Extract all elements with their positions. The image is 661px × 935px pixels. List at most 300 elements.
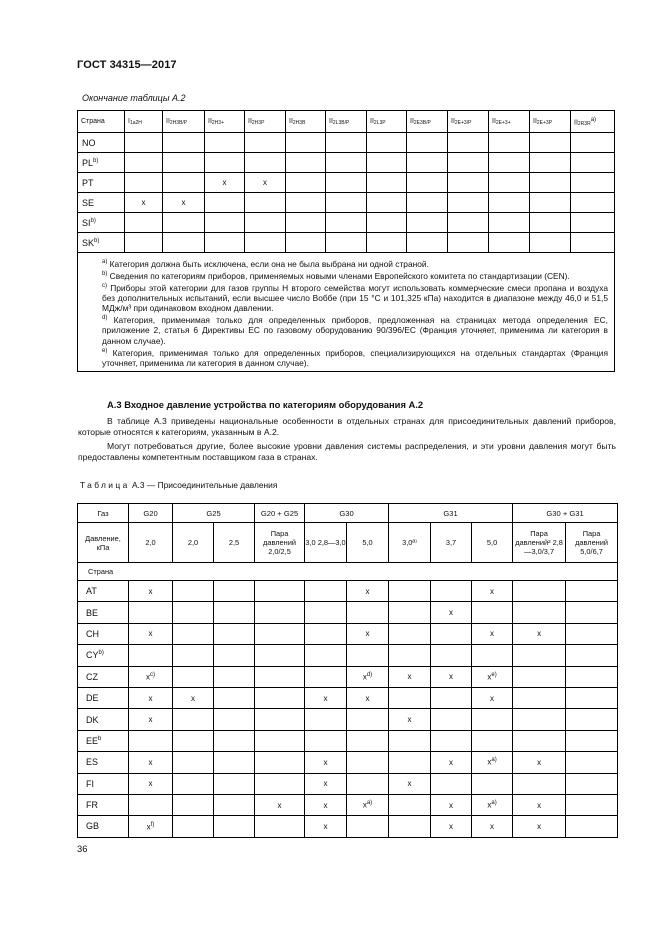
table-cell (389, 602, 431, 623)
table-a2 (77, 110, 615, 372)
table-cell (173, 645, 214, 666)
pressure-value: 2,0 (129, 523, 173, 563)
category-subscript: 2R3R (577, 121, 591, 128)
table-cell: x (163, 193, 205, 213)
country-cell: BE (78, 602, 129, 623)
gas-header: G20 + G25 (255, 504, 305, 523)
pressure-value: 5,0 (472, 523, 513, 563)
table-row (78, 173, 615, 193)
table-cell: x (513, 623, 566, 644)
table-cell (255, 816, 305, 837)
notes-row (78, 253, 615, 372)
table-cell (489, 233, 530, 253)
table-cell: $x^{a)}$ (472, 794, 513, 815)
table-cell: x (125, 193, 163, 213)
table-cell (163, 173, 205, 193)
table-a3-title (80, 480, 277, 490)
category-subscript: 2E+3/P (454, 120, 472, 126)
table-cell (305, 730, 347, 751)
footnote: $^{b)}$ Сведения по категориям приборов, применяемых новыми членами Европейского комитета по стандартизации (CEN). (102, 270, 570, 281)
table-cell (245, 153, 286, 173)
table-cell (129, 794, 173, 815)
footnote-mark: c) (102, 283, 107, 289)
table-cell: x (389, 666, 431, 687)
footnote: $^{d)}$ Категория, применимая только для определенных приборов, предложенная на страницах метода определения ЕС, приложение 2, статья 6 Директивы ЕС по газовому оборудованию 90/396/ЕС (Франция уточняет, применима ли категория в данном случае). (102, 315, 608, 346)
table-cell (205, 193, 245, 213)
footnote-mark: a) (590, 116, 597, 123)
table-cell (530, 193, 571, 213)
table-cell (125, 133, 163, 153)
table-cell: $x^{a)}$ (472, 752, 513, 773)
table-cell: $x^{a)}$ (347, 794, 389, 815)
table-cell: $x^{f)}$ (129, 816, 173, 837)
table-cell (305, 623, 347, 644)
pressure-value: Пара давлений 2,0/2,5 (255, 523, 305, 563)
table-cell (448, 173, 489, 193)
table-cell (407, 133, 448, 153)
column-header-category: II2L3B/P (326, 111, 367, 133)
table-cell: x (472, 687, 513, 708)
table-cell (125, 173, 163, 193)
table-cell: x (513, 752, 566, 773)
category-subscript: 2L3P (373, 120, 386, 126)
country-cell: SE (78, 193, 125, 213)
table-cell (255, 730, 305, 751)
category-subscript: 2E3B/P (413, 120, 431, 126)
pressure-value: Пара давлений² 2,8—3,0/3,7 (513, 523, 566, 563)
table-cell (347, 709, 389, 730)
category-subscript: 2E+3+ (495, 120, 511, 126)
country-cell: FI (78, 773, 129, 794)
table-row (78, 233, 615, 253)
footnote-mark: b (98, 735, 102, 742)
table-row (78, 153, 615, 173)
table-cell (305, 709, 347, 730)
table-cell (255, 709, 305, 730)
gas-label: Газ (78, 504, 129, 523)
table-cell (255, 581, 305, 602)
table-cell (431, 709, 472, 730)
table-cell (571, 173, 615, 193)
table-cell: x (347, 581, 389, 602)
table-row (78, 794, 618, 815)
category-subscript: 1a2H (129, 120, 142, 126)
table-cell (530, 173, 571, 193)
table-cell (245, 193, 286, 213)
table-cell: x (389, 709, 431, 730)
table-row (78, 752, 618, 773)
table-cell (125, 213, 163, 233)
table-cell (489, 153, 530, 173)
country-cell: PT (78, 173, 125, 193)
column-header-category: II2E+3+ (489, 111, 530, 133)
table-cell (214, 581, 255, 602)
table-cell: x (129, 687, 173, 708)
table-cell: x (205, 173, 245, 193)
category-subscript: 2H3P (251, 120, 265, 126)
table-cell (571, 153, 615, 173)
table-cell (431, 581, 472, 602)
column-header-category: II2E3B/P (407, 111, 448, 133)
table-cell (214, 666, 255, 687)
table-cell (255, 645, 305, 666)
table-cell (255, 752, 305, 773)
column-header-category: II2L3P (367, 111, 407, 133)
table-cell: x (129, 623, 173, 644)
table-cell (255, 623, 305, 644)
table-cell (431, 687, 472, 708)
country-cell: $EE^b$ (78, 730, 129, 751)
table-cell (163, 153, 205, 173)
table-cell (448, 133, 489, 153)
table-cell (305, 645, 347, 666)
table-cell (245, 133, 286, 153)
table-cell (214, 794, 255, 815)
table-cell (513, 730, 566, 751)
table-cell (566, 752, 618, 773)
column-header-category: I1a2H (125, 111, 163, 133)
footnote: $^{e)}$ Категория, применимая только для определенных приборов, специализирующихся на отдельных стандартах (Франция уточняет, применима ли категория в данном случае). (102, 347, 608, 368)
gas-header-row (78, 504, 618, 523)
table-cell (163, 213, 205, 233)
table-cell: x (305, 752, 347, 773)
table-cell: x (431, 602, 472, 623)
pressure-value: 2,0 (173, 523, 214, 563)
table-cell (255, 666, 305, 687)
table-cell: x (129, 581, 173, 602)
table-cell (431, 645, 472, 666)
table-cell: x (347, 687, 389, 708)
table-row (78, 133, 615, 153)
table-continuation-title: Окончание таблицы А.2 (82, 93, 186, 103)
country-cell: DK (78, 709, 129, 730)
table-cell: x (305, 816, 347, 837)
document-code: ГОСТ 34315—2017 (77, 59, 177, 71)
table-cell (407, 173, 448, 193)
table-cell (472, 645, 513, 666)
table-cell (163, 133, 205, 153)
table-cell: x (431, 666, 472, 687)
table-cell (566, 773, 618, 794)
country-cell: CH (78, 623, 129, 644)
table-row (78, 623, 618, 644)
table-cell (389, 816, 431, 837)
table-cell: x (472, 816, 513, 837)
footnote-mark: a) (491, 800, 497, 807)
table-cell (173, 773, 214, 794)
pressure-value: 3,0ª⁾ (389, 523, 431, 563)
table-cell (326, 173, 367, 193)
table-cell (347, 730, 389, 751)
table-cell (407, 153, 448, 173)
table-cell (513, 687, 566, 708)
country-label: Страна (78, 563, 618, 581)
table-cell: x (472, 581, 513, 602)
table-cell (513, 581, 566, 602)
table-cell (530, 213, 571, 233)
country-cell: CY$^{b)}$ (78, 645, 129, 666)
pressure-value: 3,0 2,8—3,0 (305, 523, 347, 563)
table-cell (305, 581, 347, 602)
footnote-mark: b) (90, 217, 96, 224)
table-cell (205, 213, 245, 233)
footnote: $^{a)}$ Категория должна быть исключена, если она не была выбрана ни одной страной. (102, 258, 429, 269)
table-cell (173, 666, 214, 687)
table-cell: x (431, 752, 472, 773)
table-cell (173, 816, 214, 837)
table-cell (347, 602, 389, 623)
section-title: А.3 Входное давление устройства по категориям оборудования А.2 (107, 399, 424, 410)
table-cell (326, 133, 367, 153)
table-cell (489, 213, 530, 233)
table-notes (78, 253, 615, 372)
category-subscript: 2L3B/P (332, 120, 350, 126)
table-cell (173, 623, 214, 644)
footnote-mark: b) (102, 271, 108, 277)
table-cell (367, 193, 407, 213)
footnote-mark: c) (150, 671, 155, 678)
footnote-mark: a) (102, 259, 108, 265)
table-cell (367, 133, 407, 153)
country-cell: FR (78, 794, 129, 815)
table-row (78, 602, 618, 623)
table-cell (571, 213, 615, 233)
table-cell (347, 645, 389, 666)
table-cell: x (305, 773, 347, 794)
table-cell (173, 730, 214, 751)
footnote-mark: a) (366, 800, 373, 807)
table-cell (448, 233, 489, 253)
footnote-mark: d) (366, 671, 373, 678)
pressure-value: Пара давлений 5,0/6,7 (566, 523, 618, 563)
table-row (78, 645, 618, 666)
table-cell (431, 623, 472, 644)
paragraph: В таблице А.3 приведены национальные особенности в отдельных странах для присоединительных давлений приборов, которые относятся к категориям, указанным в А.2. (78, 416, 616, 438)
table-cell (513, 645, 566, 666)
table-cell (407, 233, 448, 253)
column-header-category: II2E+3/P (448, 111, 489, 133)
table-cell (571, 133, 615, 153)
country-cell: SI$^{b)}$ (78, 213, 125, 233)
table-cell: x (129, 709, 173, 730)
table-cell (326, 233, 367, 253)
table-cell (472, 773, 513, 794)
table-cell (214, 709, 255, 730)
table-cell: $x^{d)}$ (347, 666, 389, 687)
footnote: $^{c)}$ Приборы этой категории для газов группы H второго семейства могут использовать коммерческие смеси пропана и воздуха без дополнительных испытаний, если высшее число Воббе (при 15 °С и 101,325 кПа) находится в диапазоне между 46,0 и 51,5 МДж/м³ при одинаковом входном давлении. (102, 282, 608, 314)
table-cell (513, 602, 566, 623)
table-cell (367, 233, 407, 253)
table-cell (566, 666, 618, 687)
country-cell: CZ (78, 666, 129, 687)
gas-header: G30 + G31 (513, 504, 618, 523)
table-cell (566, 602, 618, 623)
column-header-category: II2E+3P (530, 111, 571, 133)
table-cell (566, 645, 618, 666)
table-cell (489, 193, 530, 213)
table-cell (125, 153, 163, 173)
table-cell: x (305, 794, 347, 815)
footnote-mark: e) (102, 347, 108, 354)
table-cell (286, 133, 326, 153)
table-cell (245, 233, 286, 253)
table-cell: x (129, 752, 173, 773)
table-cell: x (389, 773, 431, 794)
footnote-mark: e) (491, 671, 497, 678)
table-cell (214, 730, 255, 751)
footnote-mark: b) (94, 237, 100, 244)
country-cell: ES (78, 752, 129, 773)
page-number: 36 (77, 843, 88, 854)
column-header-category: II2H3+ (205, 111, 245, 133)
table-cell: x (245, 173, 286, 193)
table-cell (205, 153, 245, 173)
table-cell (173, 794, 214, 815)
table-cell (214, 602, 255, 623)
table-row (78, 213, 615, 233)
table-cell (530, 153, 571, 173)
table-cell (367, 153, 407, 173)
table-a3 (77, 503, 618, 838)
pressure-label: Давление, кПа (78, 523, 129, 563)
table-cell (389, 687, 431, 708)
table-row (78, 687, 618, 708)
table-cell (214, 687, 255, 708)
table-cell: x (513, 794, 566, 815)
table-cell (245, 213, 286, 233)
gas-header: G31 (389, 504, 513, 523)
table-cell (286, 173, 326, 193)
table-cell (326, 193, 367, 213)
table-cell (173, 602, 214, 623)
table-cell (214, 773, 255, 794)
table-cell (326, 153, 367, 173)
pressure-header-row (78, 523, 618, 563)
table-cell (255, 773, 305, 794)
footnote-mark: b) (93, 157, 99, 164)
table-cell (566, 794, 618, 815)
table-cell: x (129, 773, 173, 794)
table-cell (173, 752, 214, 773)
country-cell: DE (78, 687, 129, 708)
table-cell (173, 581, 214, 602)
table-cell (530, 233, 571, 253)
table-cell (389, 645, 431, 666)
footnote-mark: f) (150, 821, 155, 828)
table-cell (214, 816, 255, 837)
table-cell (431, 773, 472, 794)
table-cell: x (305, 687, 347, 708)
country-cell: SK$^{b)}$ (78, 233, 125, 253)
table-cell: x (173, 687, 214, 708)
table-cell (389, 623, 431, 644)
country-cell: PL$^{b)}$ (78, 153, 125, 173)
table-cell (566, 730, 618, 751)
table-cell (513, 773, 566, 794)
pressure-value: 5,0 (347, 523, 389, 563)
table-row (78, 773, 618, 794)
table-row (78, 816, 618, 837)
table-cell (286, 233, 326, 253)
table-cell (286, 193, 326, 213)
table-cell (347, 816, 389, 837)
table-cell (286, 153, 326, 173)
table-cell (571, 193, 615, 213)
table-cell: x (472, 623, 513, 644)
footnote-mark: b) (98, 650, 104, 657)
paragraph: Могут потребоваться другие, более высокие уровни давления системы распределения, и эти уровни давления могут быть предоставлены компетентным поставщиком газа в странах. (78, 441, 616, 463)
table-cell (205, 233, 245, 253)
table-row (78, 730, 618, 751)
table-cell (513, 709, 566, 730)
table-cell (163, 233, 205, 253)
gas-header: G20 (129, 504, 173, 523)
table-cell (472, 602, 513, 623)
column-header-country: Страна (78, 111, 125, 133)
table-cell (129, 730, 173, 751)
table-cell (173, 709, 214, 730)
table-cell (566, 816, 618, 837)
table-cell (407, 213, 448, 233)
category-subscript: 2H3+ (211, 120, 224, 126)
table-row (78, 193, 615, 213)
table-cell (571, 233, 615, 253)
table-cell (255, 687, 305, 708)
gas-header: G25 (173, 504, 255, 523)
table-cell: x (513, 816, 566, 837)
table-cell (129, 645, 173, 666)
table-cell (205, 133, 245, 153)
table-cell (566, 709, 618, 730)
table-cell (489, 133, 530, 153)
table-cell (305, 602, 347, 623)
table-cell (530, 133, 571, 153)
table-cell (347, 773, 389, 794)
table-cell (125, 233, 163, 253)
table-cell: $x^{c)}$ (129, 666, 173, 687)
table-cell: x (255, 794, 305, 815)
table-cell (448, 213, 489, 233)
table-cell (389, 581, 431, 602)
table-caption: А.3 — Присоединительные давления (131, 480, 278, 490)
table-cell (566, 687, 618, 708)
pressure-value: 3,7 (431, 523, 472, 563)
table-cell (407, 193, 448, 213)
country-cell: GB (78, 816, 129, 837)
table-cell (389, 794, 431, 815)
table-cell (214, 752, 255, 773)
table-cell: x (431, 816, 472, 837)
table-cell (448, 193, 489, 213)
table-cell (489, 173, 530, 193)
table-cell (129, 602, 173, 623)
table-cell (448, 153, 489, 173)
footnote-mark: a) (491, 757, 497, 764)
table-cell: x (431, 794, 472, 815)
column-header-category: II2H3B/P (163, 111, 205, 133)
table-cell (431, 730, 472, 751)
column-header-category: II2H3B (286, 111, 326, 133)
table-label: Таблица (80, 480, 130, 490)
table-cell (326, 213, 367, 233)
table-cell: $x^{e)}$ (472, 666, 513, 687)
table-cell (513, 666, 566, 687)
table-cell (566, 623, 618, 644)
table-cell (367, 213, 407, 233)
category-subscript: 2H3B (292, 120, 306, 126)
pressure-value: 2,5 (214, 523, 255, 563)
table-cell: x (347, 623, 389, 644)
